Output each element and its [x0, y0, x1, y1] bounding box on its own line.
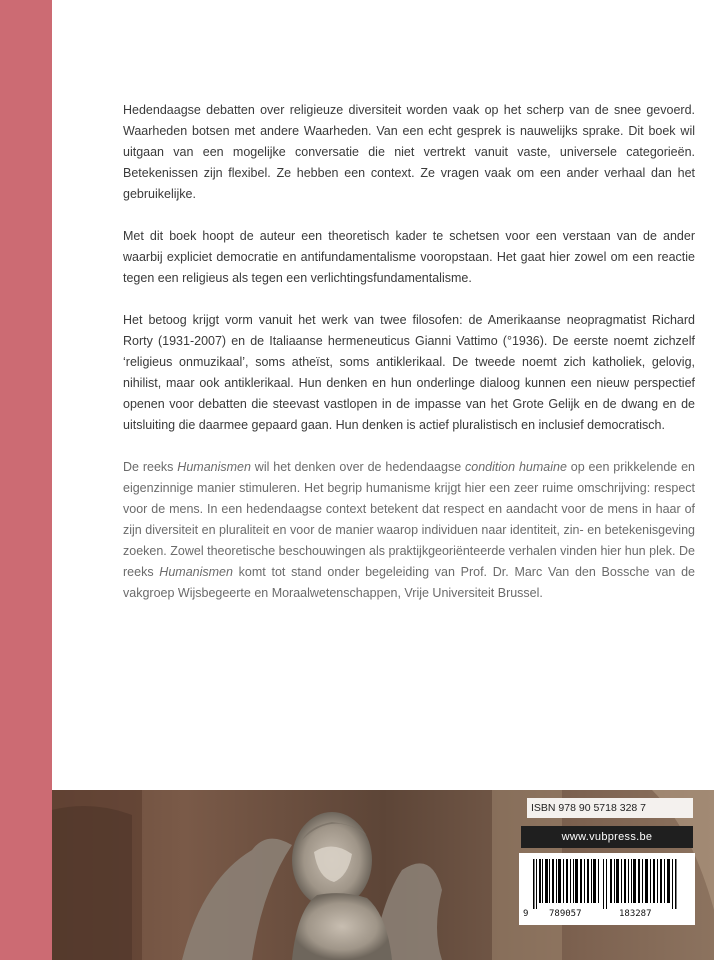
spine-color-band	[0, 0, 52, 960]
barcode-digits-right: 183287	[619, 909, 652, 919]
publisher-url: www.vubpress.be	[521, 826, 693, 848]
barcode	[519, 853, 695, 925]
paragraph-argument: Het betoog krijgt vorm vanuit het werk van twee filosofen: de Amerikaanse neopragmatist Richard Rorty (1931-2007) en de Italiaanse hermeneuticus Gianni Vattimo (°1936). De eerste noemt zichzelf ‘religieus onmuzikaal’, soms atheïst, soms antiklerikaal. De tweede noemt zich katholiek, gelovig, nihilist, maar ook antiklerikaal. Hun denken en hun onderlinge dialoog kunnen een nieuw perspectief openen voor debatten die steevast vastlopen in de impasse van het Grote Gelijk en de dwang en de uitsluiting die daarmee gepaard gaan. Hun denken is actief pluralistisch en inclusief democratisch.	[123, 313, 695, 432]
series-title-2: Humanismen	[159, 565, 233, 579]
back-cover-text	[123, 100, 695, 625]
barcode-digit-first: 9	[523, 909, 529, 919]
isbn-label: ISBN 978 90 5718 328 7	[527, 798, 693, 818]
paragraph-series: De reeks Humanismen wil het denken over de hedendaagse condition humaine op een prikkelende en eigenzinnige manier stimuleren. Het begrip humanisme krijgt hier een zeer ruime omschrijving: respect voor de mens. In een hedendaagse context betekent dat respect en aandacht voor de mens in haar of zijn diversiteit en pluraliteit en voor de manier waarop individuen naar identiteit, zin- en betekenisgeving zoeken. Zowel theoretische beschouwingen als praktijkgeoriënteerde verhalen vinden hier hun plek. De reeks Humanismen komt tot stand onder begeleiding van Prof. Dr. Marc Van den Bossche van de vakgroep Wijsbegeerte en Moraalwetenschappen, Vrije Universiteit Brussel.	[123, 460, 695, 600]
paragraph-intro: Hedendaagse debatten over religieuze diversiteit worden vaak op het scherp van de snee gevoerd. Waarheden botsen met andere Waarheden. Van een echt gesprek is nauwelijks sprake. Dit boek wil uitgaan van een mogelijke conversatie die niet vertrekt vanuit vaste, universele categorieën. Betekenissen zijn flexibel. Ze hebben een context. Ze vragen vaak om een ander verhaal dan het gebruikelijke.	[123, 103, 695, 201]
series-title: Humanismen	[177, 460, 251, 474]
barcode-bars	[533, 859, 683, 909]
barcode-digits	[519, 909, 695, 923]
condition-humaine: condition humaine	[465, 460, 567, 474]
paragraph-aim: Met dit boek hoopt de auteur een theoretisch kader te schetsen voor een verstaan van de ander waarbij expliciet democratie en antifundamentalisme vooropstaan. Het gaat hier zowel om een reactie tegen een religieus als tegen een verlichtingsfundamentalisme.	[123, 229, 695, 285]
barcode-digits-left: 789057	[549, 909, 582, 919]
